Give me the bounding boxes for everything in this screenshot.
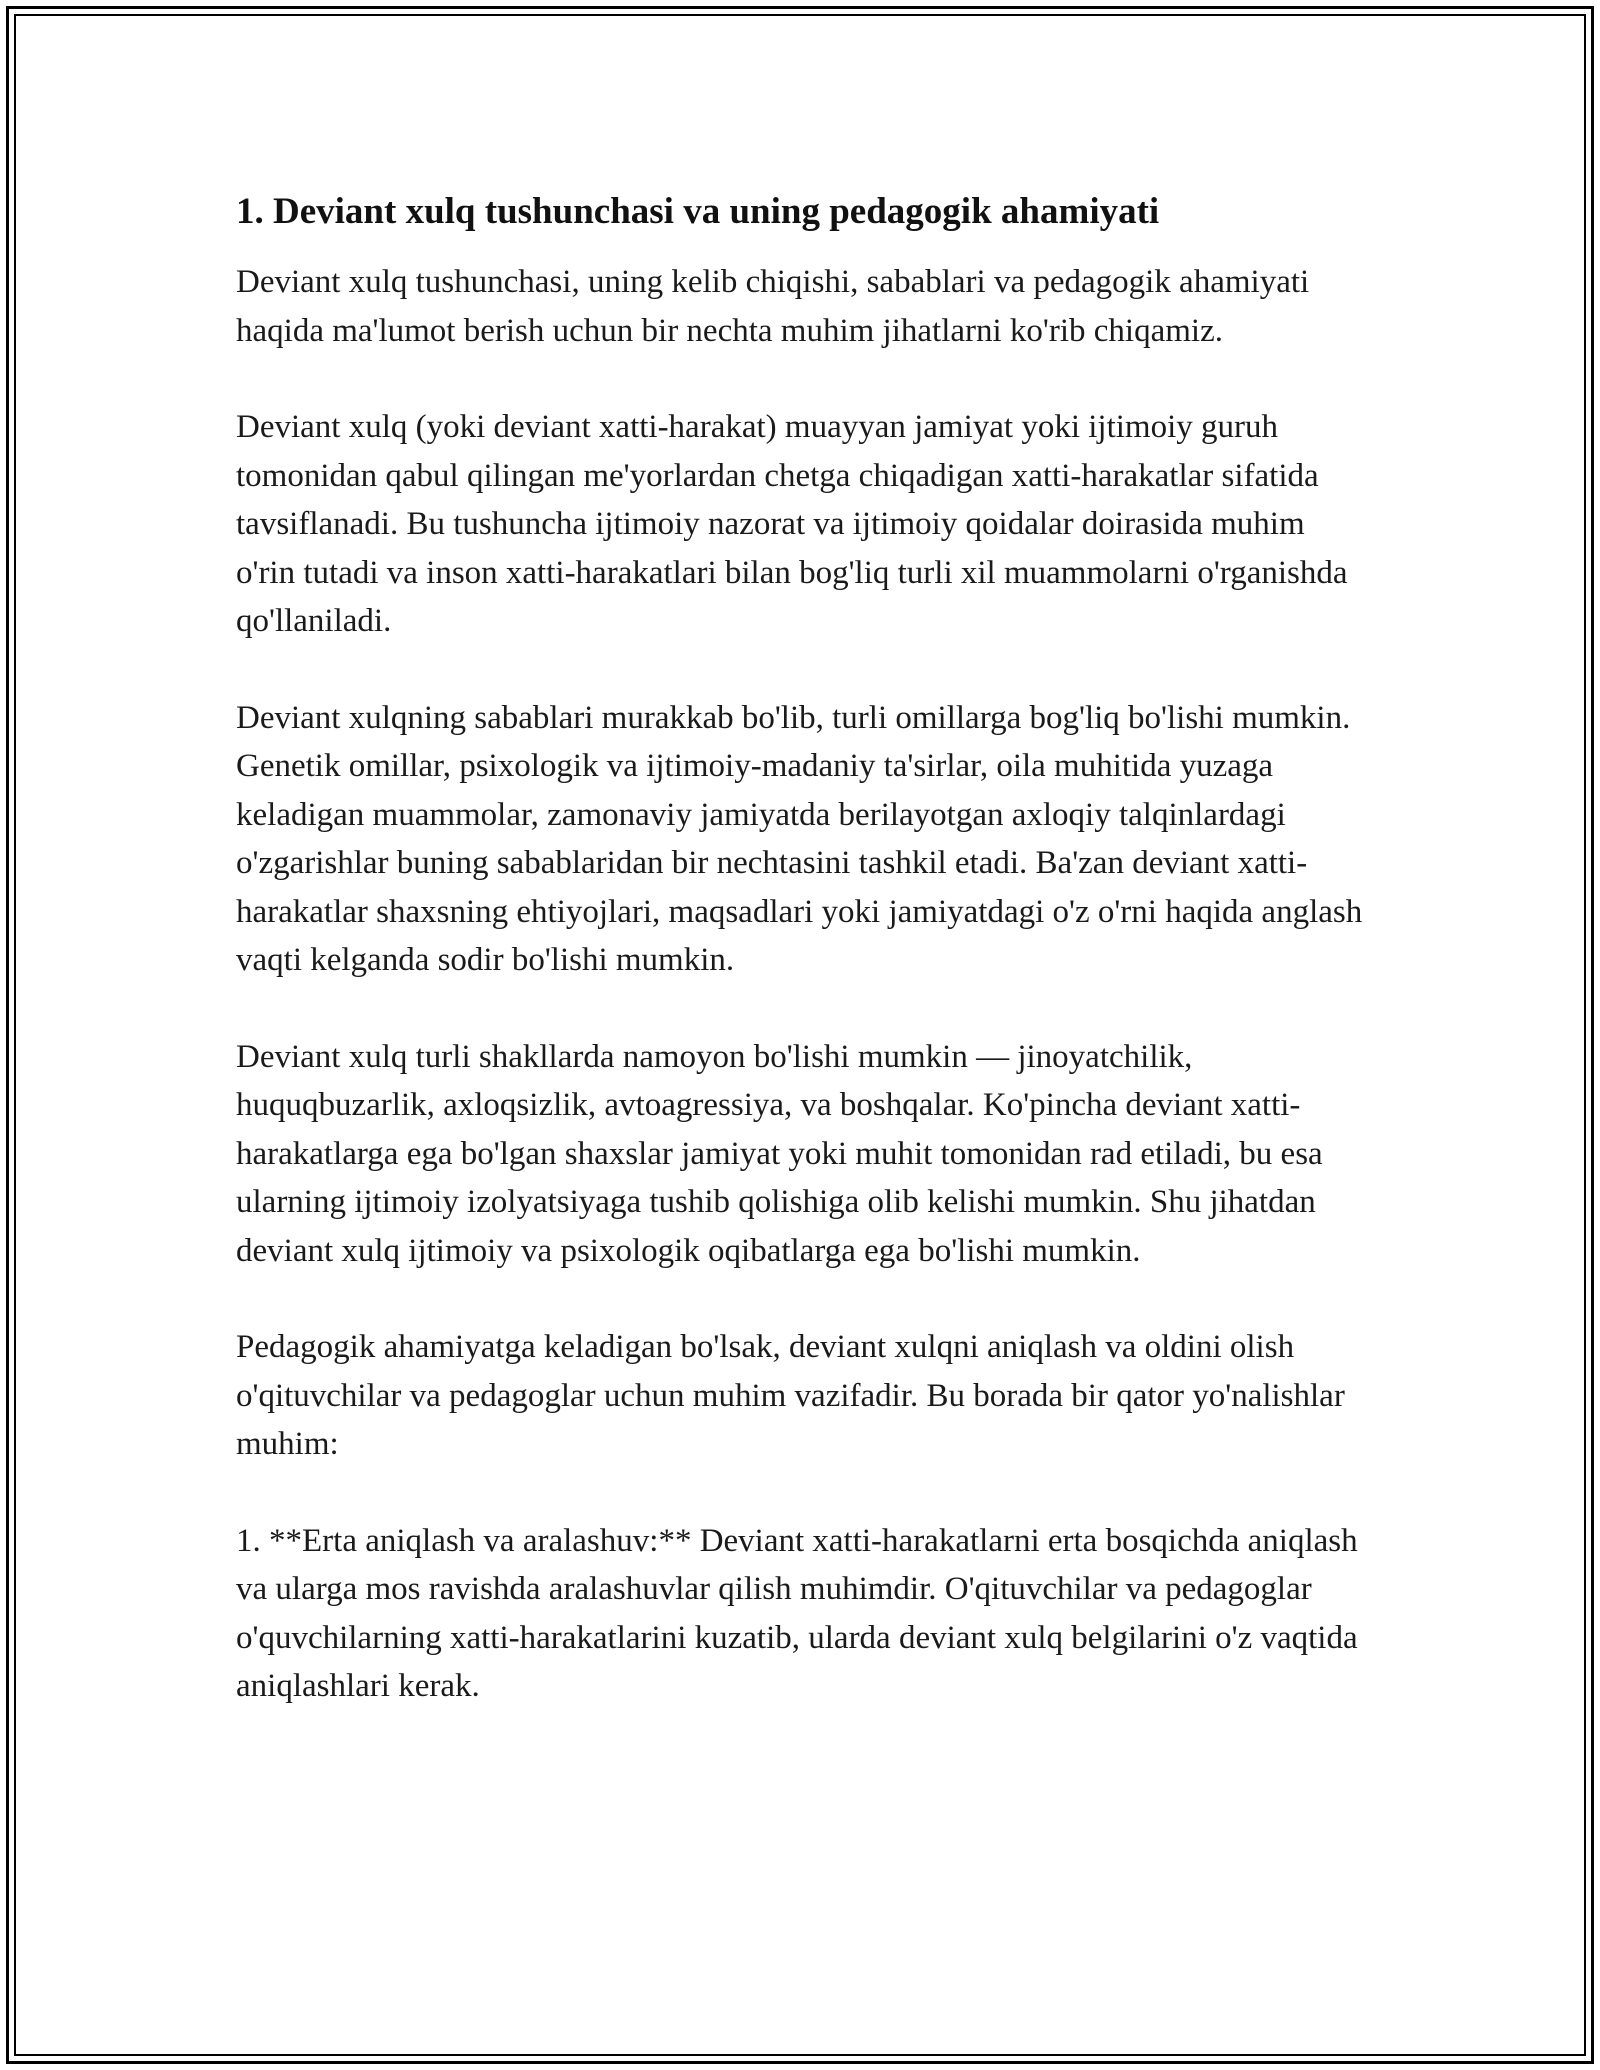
paragraph-pedagogical: Pedagogik ahamiyatga keladigan bo'lsak, deviant xulqni aniqlash va oldini olish o'qituvchilar va pedagoglar uchun muhim vazifadir. Bu borada bir qator yo'nalishlar muhim: [236,1329,1345,1462]
paragraph-list-item-1: 1. **Erta aniqlash va aralashuv:** Deviant xatti-harakatlarni erta bosqichda aniqlash va ularga mos ravishda aralashuvlar qilish muhimdir. O'qituvchilar va pedagoglar o'quvchilarning xatti-harakatlarini kuzatib, ularda deviant xulq belgilarini o'z vaqtida aniqlashlari kerak. [236,1522,1358,1704]
paragraph-causes: Deviant xulqning sabablari murakkab bo'lib, turli omillarga bog'liq bo'lishi mumkin. Genetik omillar, psixologik va ijtimoiy-madaniy ta'sirlar, oila muhitida yuzaga keladigan muammolar, zamonaviy jamiyatda berilayotgan axloqiy talqinlardagi o'zgarishlar buning sabablaridan bir nechtasini tashkil etadi. Ba'zan deviant xatti-harakatlar shaxsning ehtiyojlari, maqsadlari yoki jamiyatdagi o'z o'rni haqida anglash vaqti kelganda sodir bo'lishi mumkin. [236,699,1363,978]
paragraph-intro: Deviant xulq tushunchasi, uning kelib chiqishi, sabablari va pedagogik ahamiyati haqida ma'lumot berish uchun bir nechta muhim jihatlarni ko'rib chiqamiz. [236,264,1310,349]
document-body [236,188,1366,1759]
paragraph-definition: Deviant xulq (yoki deviant xatti-harakat) muayyan jamiyat yoki ijtimoiy guruh tomonidan qabul qilingan me'yorlardan chetga chiqadigan xatti-harakatlar sifatida tavsiflanadi. Bu tushuncha ijtimoiy nazorat va ijtimoiy qoidalar doirasida muhim o'rin tutadi va inson xatti-harakatlari bilan bog'liq turli xil muammolarni o'rganishda qo'llaniladi. [236,409,1348,639]
document-title: 1. Deviant xulq tushunchasi va uning pedagogik ahamiyati [236,191,1160,232]
paragraph-forms: Deviant xulq turli shakllarda namoyon bo'lishi mumkin — jinoyatchilik, huquqbuzarlik, axloqsizlik, avtoagressiya, va boshqalar. Ko'pincha deviant xatti-harakatlarga ega bo'lgan shaxslar jamiyat yoki muhit tomonidan rad etiladi, bu esa ularning ijtimoiy izolyatsiyaga tushib qolishiga olib kelishi mumkin. Shu jihatdan deviant xulq ijtimoiy va psixologik oqibatlarga ega bo'lishi mumkin. [236,1038,1323,1269]
